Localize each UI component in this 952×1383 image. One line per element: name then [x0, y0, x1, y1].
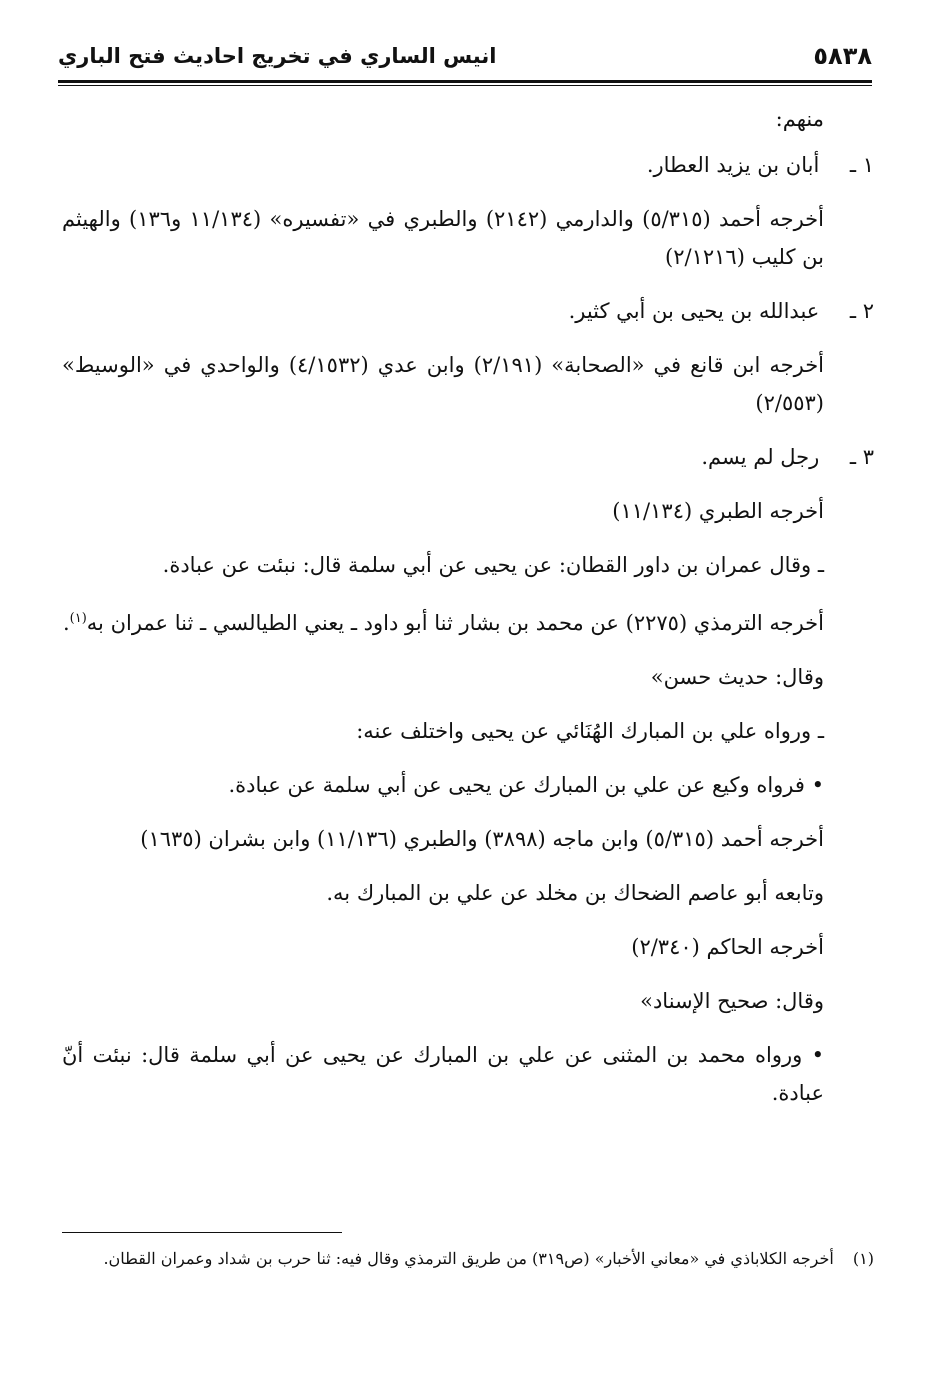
paragraph: ـ ورواه علي بن المبارك الهُنَائي عن يحيى واختلف عنه: — [356, 719, 824, 743]
paragraph-text: أخرجه الترمذي (٢٢٧٥) عن محمد بن بشار ثنا أبو داود ـ يعني الطيالسي ـ ثنا عمران به — [86, 611, 824, 635]
numbered-item-3 — [62, 438, 874, 476]
paragraph-end: . — [62, 611, 70, 635]
numbered-item-2 — [62, 292, 874, 330]
footnote-rule — [62, 1232, 342, 1233]
item-number: ٢ ـ — [849, 299, 874, 323]
paragraph: منهم: — [775, 107, 824, 131]
paragraph: أخرجه الحاكم (٢/٣٤٠) — [631, 935, 824, 959]
header-rule-thin — [58, 85, 872, 86]
footnote — [62, 1244, 874, 1274]
page-header — [58, 36, 872, 76]
footnote-number: (١) — [852, 1249, 874, 1268]
main-text — [62, 100, 874, 1128]
paragraph: أخرجه ابن قانع في «الصحابة» (٢/١٩١) وابن عدي (٤/١٥٣٢) والواحدي في «الوسيط» (٢/٥٥٣) — [62, 353, 825, 415]
paragraph: وقال: حديث حسن» — [650, 665, 824, 689]
paragraph: أخرجه أحمد (٥/٣١٥) والدارمي (٢١٤٢) والطبري في «تفسيره» (١١/١٣٤ و١٣٦) والهيثم بن كليب (٢/١٢١٦) — [62, 207, 824, 269]
item-number: ١ ـ — [849, 153, 874, 177]
paragraph: وقال: صحيح الإسناد» — [640, 989, 824, 1013]
paragraph: أخرجه الطبري (١١/١٣٤) — [612, 499, 824, 523]
footnote-text: أخرجه الكلاباذي في «معاني الأخبار» (ص٣١٩) من طريق الترمذي وقال فيه: ثنا حرب بن شداد وعمران القطان. — [103, 1249, 834, 1268]
bullet-paragraph: • ورواه محمد بن المثنى عن علي بن المبارك عن يحيى عن أبي سلمة قال: نبئت أنّ عبادة. — [62, 1043, 824, 1105]
footnote-marker: (١) — [69, 611, 87, 626]
page-number: ٥٨٣٨ — [813, 42, 872, 70]
paragraph-with-footnote — [62, 600, 874, 642]
paragraph: وتابعه أبو عاصم الضحاك بن مخلد عن علي بن المبارك به. — [326, 881, 824, 905]
numbered-item-1 — [62, 146, 874, 184]
header-rule — [58, 80, 872, 83]
paragraph: ـ وقال عمران بن داور القطان: عن يحيى عن أبي سلمة قال: نبئت عن عبادة. — [162, 553, 824, 577]
item-text: رجل لم يسم. — [701, 445, 820, 469]
paragraph: أخرجه أحمد (٥/٣١٥) وابن ماجه (٣٨٩٨) والطبري (١١/١٣٦) وابن بشران (١٦٣٥) — [140, 827, 824, 851]
item-text: عبدالله بن يحيى بن أبي كثير. — [568, 299, 820, 323]
running-title: انيس الساري في تخريج احاديث فتح الباري — [58, 44, 497, 68]
bullet-paragraph: • فرواه وكيع عن علي بن المبارك عن يحيى عن أبي سلمة عن عبادة. — [228, 773, 824, 797]
item-text: أبان بن يزيد العطار. — [646, 153, 820, 177]
item-number: ٣ ـ — [849, 445, 874, 469]
